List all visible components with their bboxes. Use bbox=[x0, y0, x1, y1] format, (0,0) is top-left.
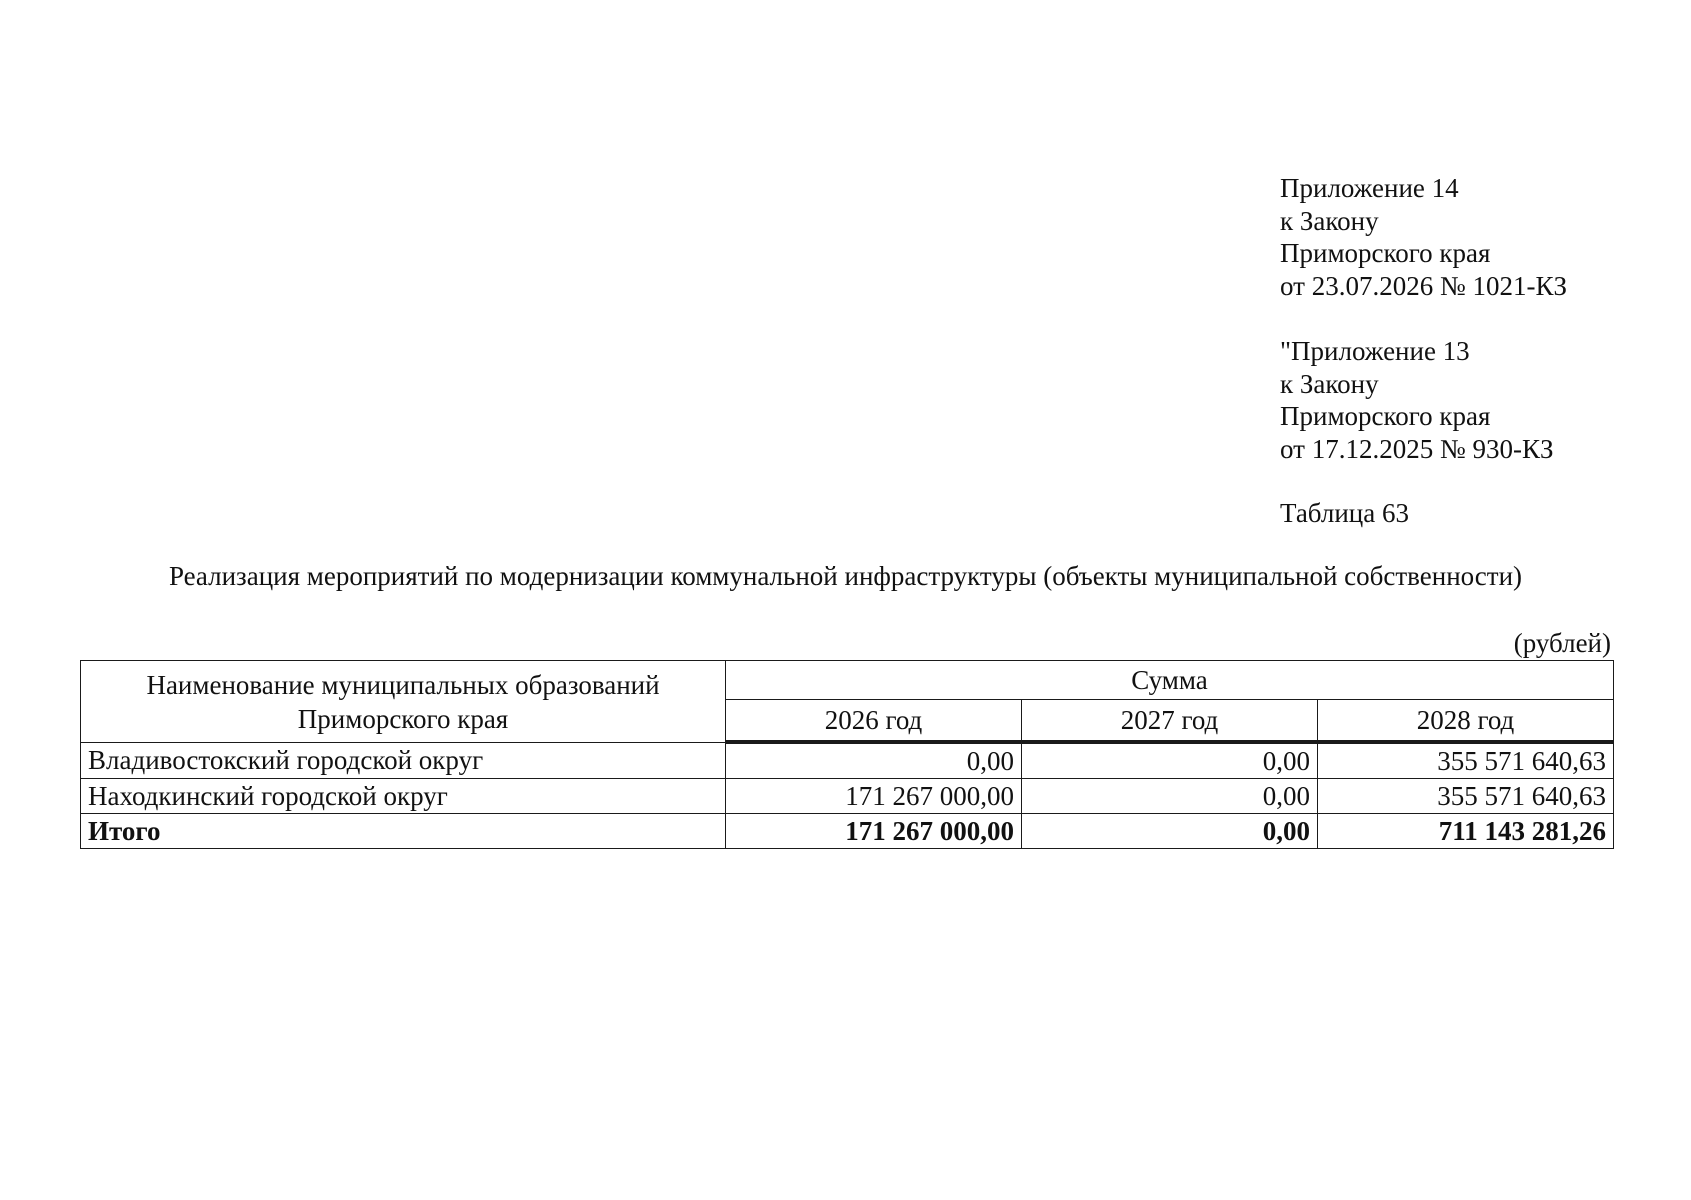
row-municipality-name: Владивостокский городской округ bbox=[81, 742, 726, 779]
appendix-14-line-4: от 23.07.2026 № 1021-КЗ bbox=[1280, 270, 1567, 301]
appendix-13-line-3: Приморского края bbox=[1280, 401, 1491, 431]
header-sum: Сумма bbox=[726, 661, 1614, 700]
table-total-row bbox=[81, 814, 1614, 849]
row-value-2028: 355 571 640,63 bbox=[1318, 779, 1614, 814]
units-label: (рублей) bbox=[1513, 628, 1611, 658]
header-year-2028: 2028 год bbox=[1318, 700, 1614, 743]
row-value-2027: 0,00 bbox=[1022, 779, 1318, 814]
header-year-2026: 2026 год bbox=[726, 700, 1022, 743]
total-label: Итого bbox=[81, 814, 726, 849]
row-value-2026: 0,00 bbox=[726, 742, 1022, 779]
header-year-2027: 2027 год bbox=[1022, 700, 1318, 743]
row-value-2027: 0,00 bbox=[1022, 742, 1318, 779]
table-header-row bbox=[81, 661, 1614, 700]
row-value-2026: 171 267 000,00 bbox=[726, 779, 1022, 814]
appendix-14-line-3: Приморского края bbox=[1280, 238, 1491, 268]
appendix-13-block bbox=[1280, 335, 1553, 465]
row-municipality-name: Находкинский городской округ bbox=[81, 779, 726, 814]
appendix-13-line-1: "Приложение 13 bbox=[1280, 336, 1470, 366]
appendix-14-block bbox=[1280, 172, 1567, 302]
appendix-13-line-2: к Закону bbox=[1280, 368, 1379, 399]
appendix-14-line-1: Приложение 14 bbox=[1280, 173, 1459, 203]
table-row bbox=[81, 779, 1614, 814]
table-row bbox=[81, 742, 1614, 779]
header-name-line-1: Наименование муниципальных образований bbox=[146, 670, 660, 701]
total-value-2027: 0,00 bbox=[1022, 814, 1318, 849]
header-municipality-name bbox=[81, 661, 726, 743]
table-number: Таблица 63 bbox=[1280, 498, 1409, 528]
funding-table bbox=[80, 660, 1614, 849]
total-value-2026: 171 267 000,00 bbox=[726, 814, 1022, 849]
document-title: Реализация мероприятий по модернизации коммунальной инфраструктуры (объекты муниципальной собственности) bbox=[168, 561, 1523, 591]
row-value-2028: 355 571 640,63 bbox=[1318, 742, 1614, 779]
header-name-line-2: Приморского края bbox=[297, 704, 509, 735]
appendix-14-line-2: к Закону bbox=[1280, 205, 1379, 236]
appendix-13-line-4: от 17.12.2025 № 930-КЗ bbox=[1280, 433, 1554, 464]
total-value-2028: 711 143 281,26 bbox=[1318, 814, 1614, 849]
